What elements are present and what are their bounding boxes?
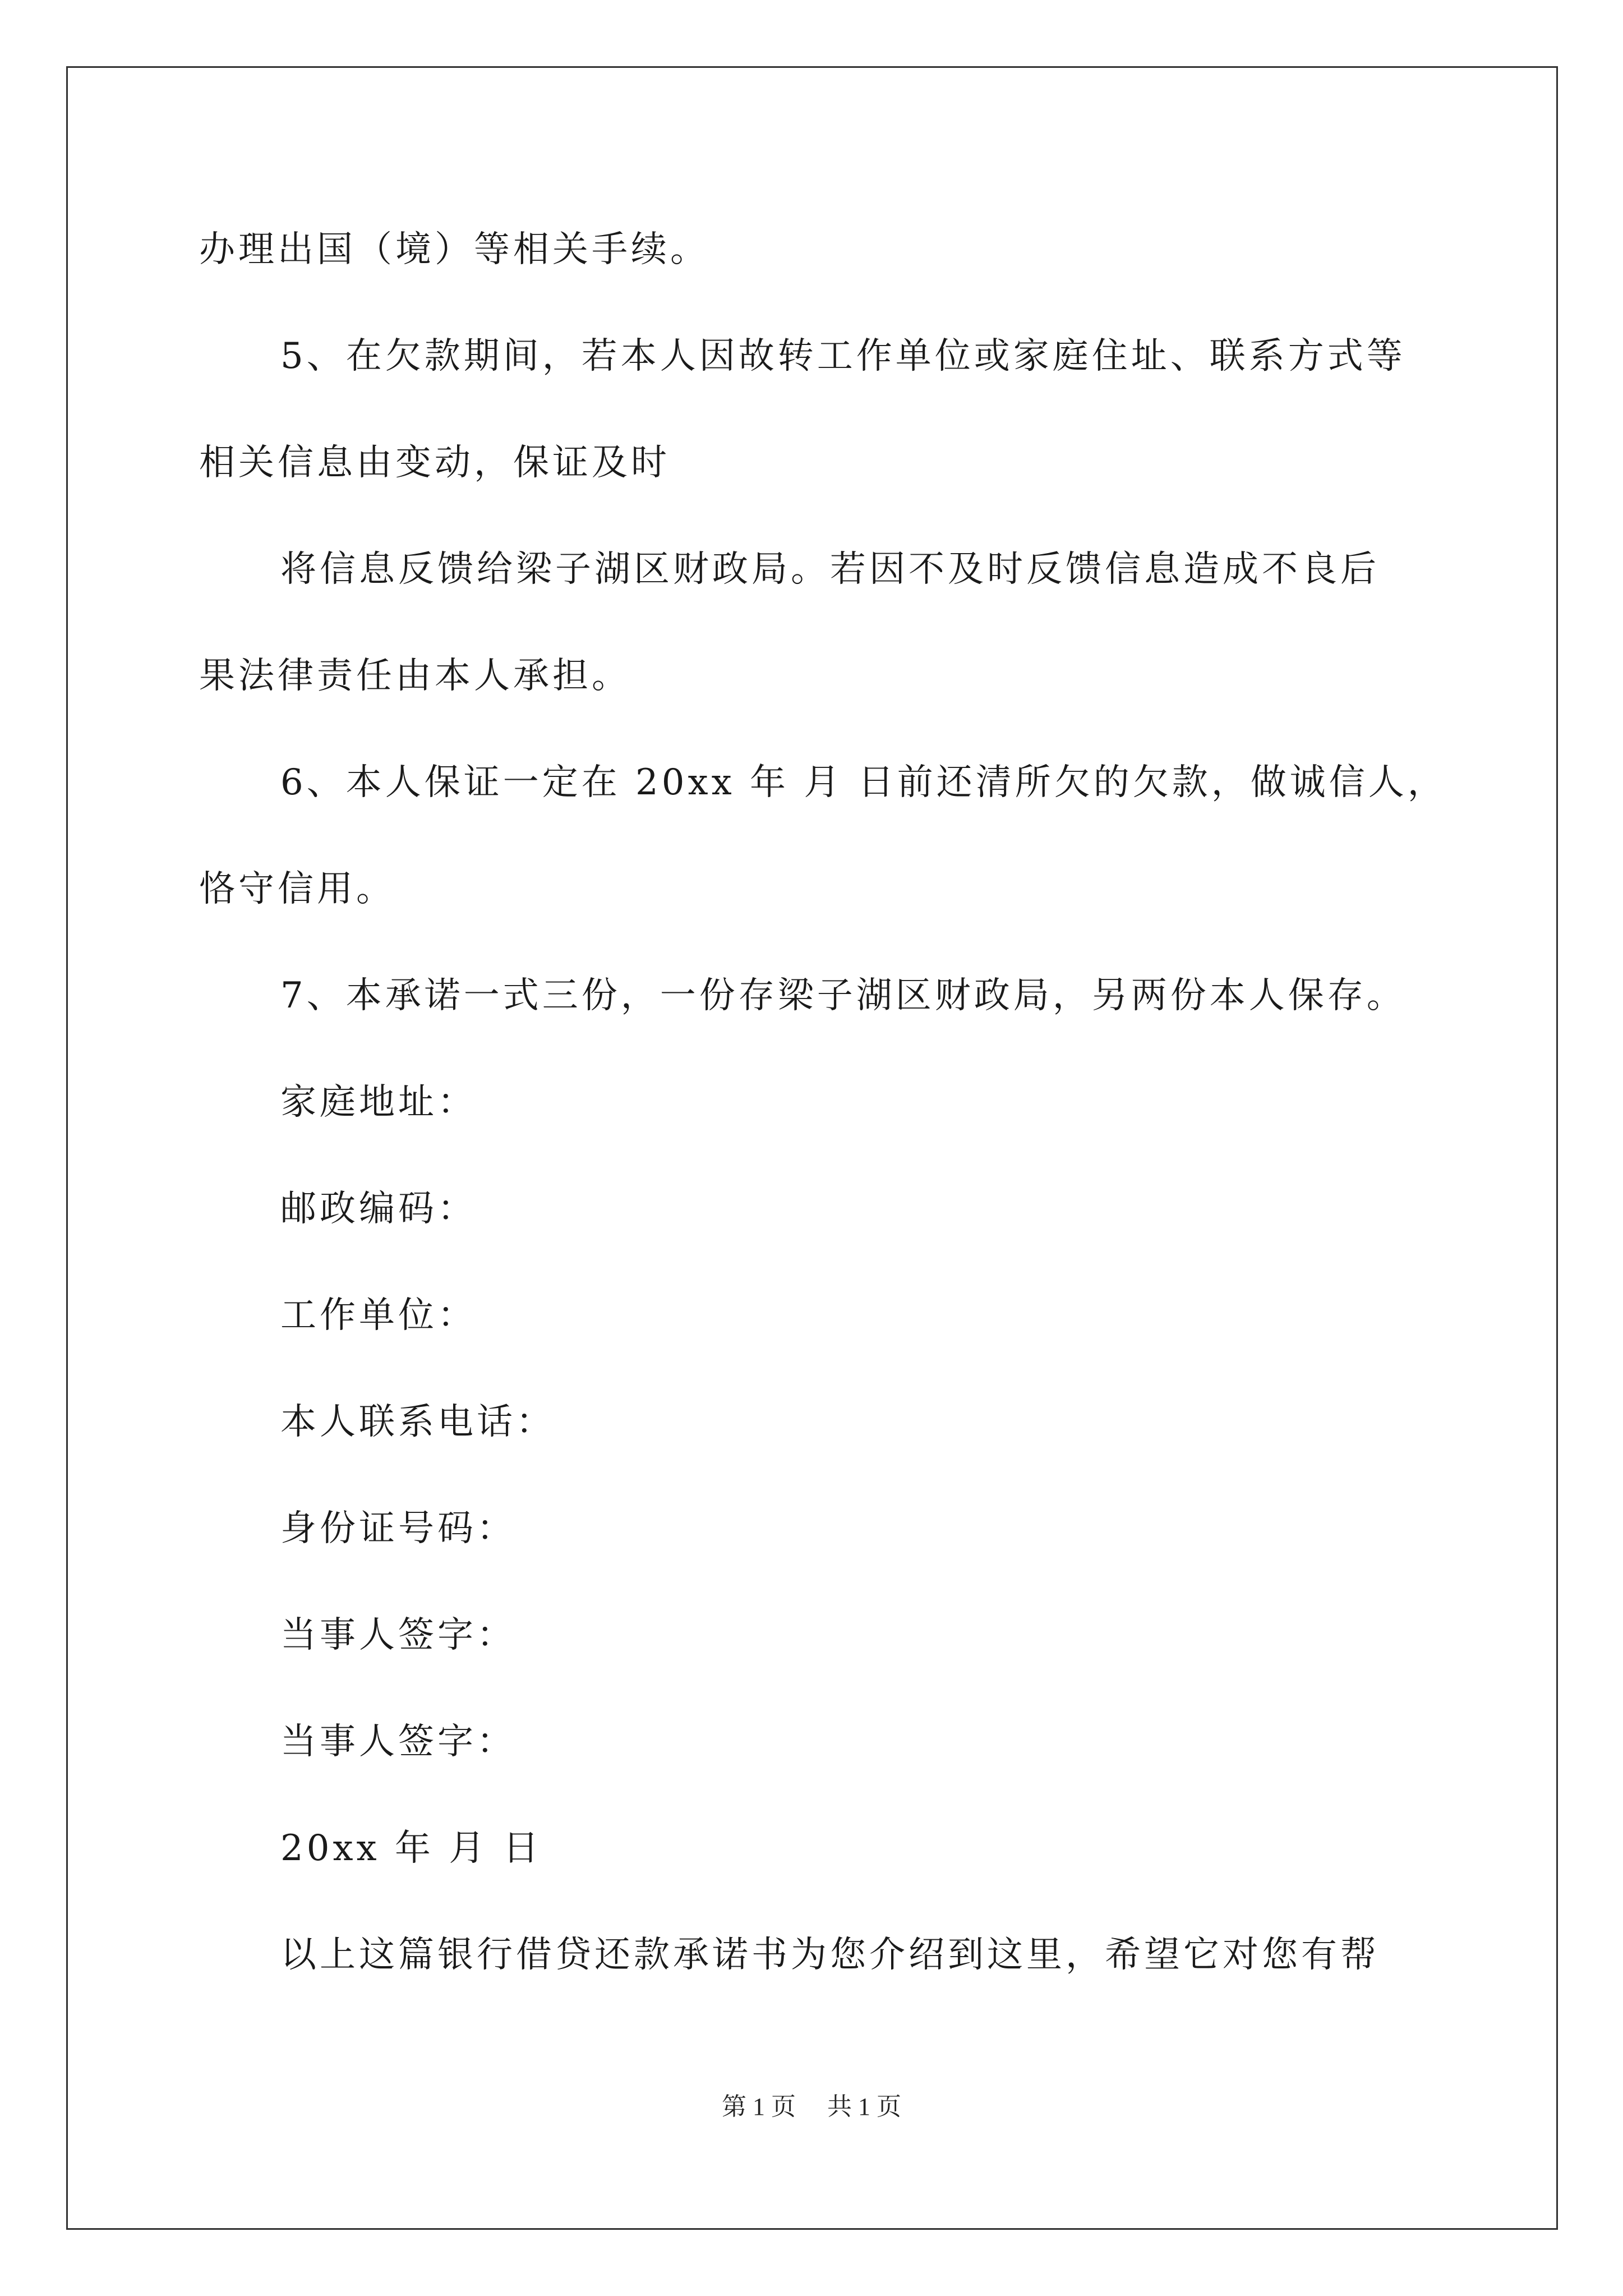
page-total: 共 1 页 <box>827 2093 901 2120</box>
signature-label: 当事人签字： <box>280 1614 516 1656</box>
body-line: 相关信息由变动，保证及时 <box>199 442 670 484</box>
page-footer <box>0 2091 1623 2123</box>
body-line: 以上这篇银行借贷还款承诺书为您介绍到这里，希望它对您有帮 <box>280 1934 1380 1976</box>
body-line: 恪守信用。 <box>199 868 395 910</box>
page-number: 第 1 页 <box>722 2093 796 2120</box>
date-line: 20xx 年 月 日 <box>280 1828 542 1869</box>
body-line: 5、在欠款期间，若本人因故转工作单位或家庭住址、联系方式等 <box>280 335 1406 377</box>
body-line: 果法律责任由本人承担。 <box>199 655 631 697</box>
body-line: 将信息反馈给梁子湖区财政局。若因不及时反馈信息造成不良后 <box>280 549 1380 590</box>
form-field-label: 本人联系电话： <box>280 1401 555 1443</box>
form-field-label: 身份证号码： <box>280 1508 516 1549</box>
form-field-label: 邮政编码： <box>280 1188 477 1230</box>
page-border <box>66 66 1558 2230</box>
signature-label: 当事人签字： <box>280 1721 516 1763</box>
form-field-label: 工作单位： <box>280 1295 477 1336</box>
body-line: 7、本承诺一式三份，一份存梁子湖区财政局，另两份本人保存。 <box>280 975 1406 1016</box>
body-line: 6、本人保证一定在 20xx 年 月 日前还清所欠的欠款，做诚信人， <box>280 762 1447 803</box>
body-line: 办理出国（境）等相关手续。 <box>199 229 709 270</box>
form-field-label: 家庭地址： <box>280 1082 477 1123</box>
